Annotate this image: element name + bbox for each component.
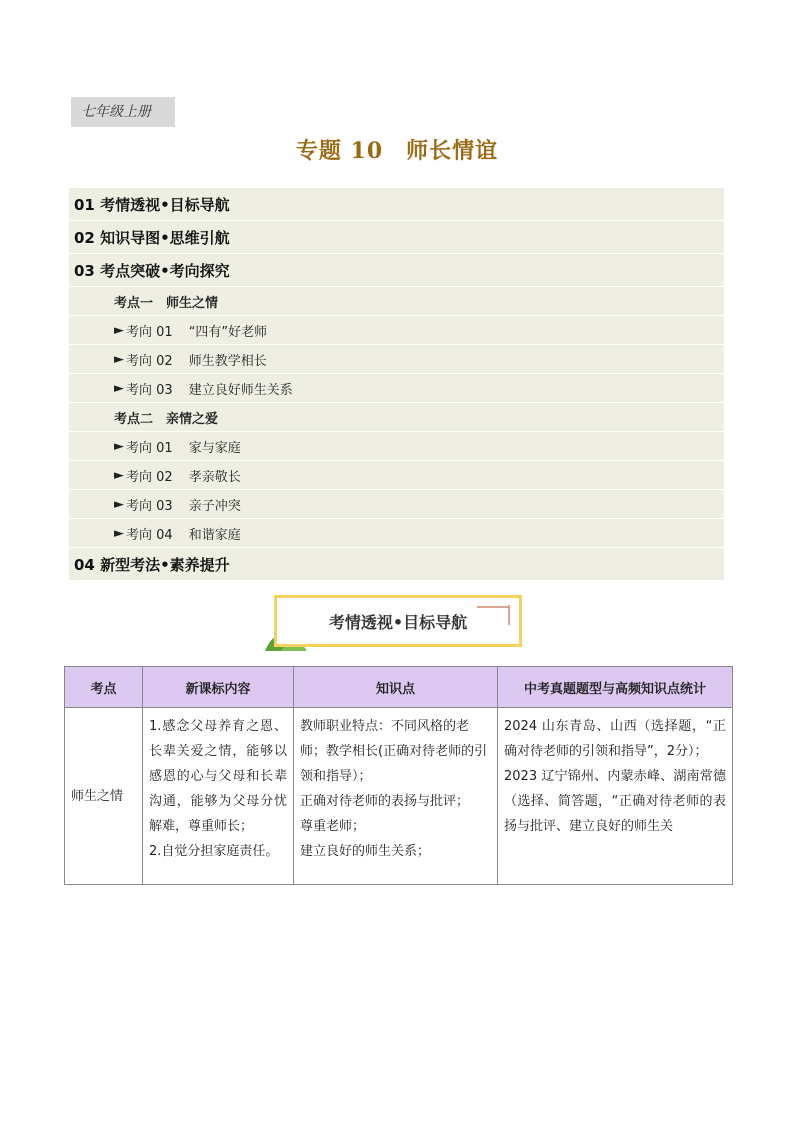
- toc-section-label: 04 新型考法•素养提升: [74, 555, 230, 574]
- arrow-icon: ►: [114, 438, 124, 454]
- toc-item-num: 考向 01: [126, 440, 173, 456]
- toc-point-1[interactable]: [69, 287, 724, 316]
- stats-line: 2023 辽宁锦州、内蒙赤峰、湖南常德（选择、简答题，“正确对待老师的表扬与批评、建立良好的师生关: [504, 769, 726, 834]
- toc-section-4[interactable]: [69, 548, 724, 581]
- table-header-row: [65, 667, 733, 708]
- arrow-icon: ►: [114, 351, 124, 367]
- page-title: 专题 10 师长情谊: [295, 138, 499, 164]
- toc-item-num: 考向 01: [126, 324, 173, 340]
- toc-section-3[interactable]: [69, 254, 724, 287]
- toc-item[interactable]: [69, 461, 724, 490]
- knowledge-line: 教师职业特点：不同风格的老师；教学相长(正确对待老师的引领和指导）；: [300, 719, 488, 784]
- header-cell: 新课标内容: [143, 667, 294, 708]
- toc-item-text: “四有”好老师: [188, 324, 268, 340]
- knowledge-cell: [294, 708, 498, 885]
- arrow-icon: ►: [114, 525, 124, 541]
- arrow-icon: ►: [114, 322, 124, 338]
- toc-item-num: 考向 03: [126, 498, 173, 514]
- toc-item-text: 孝亲敬长: [188, 469, 241, 485]
- toc-item-text: 家与家庭: [188, 440, 241, 456]
- header-cell: 考点: [65, 667, 143, 708]
- corner-decoration-icon: [475, 601, 515, 641]
- toc-item-text: 亲子冲突: [188, 498, 241, 514]
- knowledge-line: 建立良好的师生关系；: [300, 844, 431, 859]
- toc-item-num: 考向 04: [126, 527, 173, 543]
- toc-item-text: 建立良好师生关系: [188, 382, 293, 398]
- toc-point-label: 考点一 师生之情: [114, 295, 219, 311]
- toc-section-label: 03 考点突破•考向探究: [74, 261, 230, 280]
- toc-item[interactable]: [69, 519, 724, 548]
- header-cell: 中考真题题型与高频知识点统计: [498, 667, 733, 708]
- knowledge-line: 正确对待老师的表扬与批评；: [300, 794, 470, 809]
- header-cell: 知识点: [294, 667, 498, 708]
- toc-item-text: 师生教学相长: [188, 353, 267, 369]
- toc-section-2[interactable]: [69, 221, 724, 254]
- toc-section-1[interactable]: [69, 188, 724, 221]
- toc-item[interactable]: [69, 432, 724, 461]
- arrow-icon: ►: [114, 496, 124, 512]
- toc-item[interactable]: [69, 316, 724, 345]
- section-badge: [265, 593, 527, 653]
- grade-tag: 七年级上册: [71, 97, 175, 127]
- toc-item[interactable]: [69, 345, 724, 374]
- toc-item-num: 考向 02: [126, 353, 173, 369]
- stats-line: 2024 山东青岛、山西（选择题，“正确对待老师的引领和指导”，2分）；: [504, 719, 726, 759]
- badge-label: 考情透视•目标导航: [328, 612, 468, 632]
- knowledge-line: 尊重老师；: [300, 819, 366, 834]
- table-of-contents: [69, 188, 724, 581]
- toc-item-num: 考向 03: [126, 382, 173, 398]
- toc-item[interactable]: [69, 374, 724, 403]
- toc-item[interactable]: [69, 490, 724, 519]
- standard-cell: [143, 708, 294, 885]
- exam-overview-table: [64, 666, 733, 885]
- toc-item-text: 和谐家庭: [188, 527, 241, 543]
- toc-point-label: 考点二 亲情之爱: [114, 411, 219, 427]
- topic-cell: 师生之情: [65, 708, 143, 885]
- toc-point-2[interactable]: [69, 403, 724, 432]
- stats-cell: [498, 708, 733, 885]
- toc-section-label: 01 考情透视•目标导航: [74, 195, 230, 214]
- standard-line: 2.自觉分担家庭责任。: [149, 844, 279, 859]
- arrow-icon: ►: [114, 380, 124, 396]
- toc-section-label: 02 知识导图•思维引航: [74, 228, 230, 247]
- toc-item-num: 考向 02: [126, 469, 173, 485]
- table-row: [65, 708, 733, 885]
- standard-line: 1.感念父母养育之恩、长辈关爱之情，能够以感恩的心与父母和长辈沟通，能够为父母分忧解难，尊重师长；: [149, 719, 287, 834]
- arrow-icon: ►: [114, 467, 124, 483]
